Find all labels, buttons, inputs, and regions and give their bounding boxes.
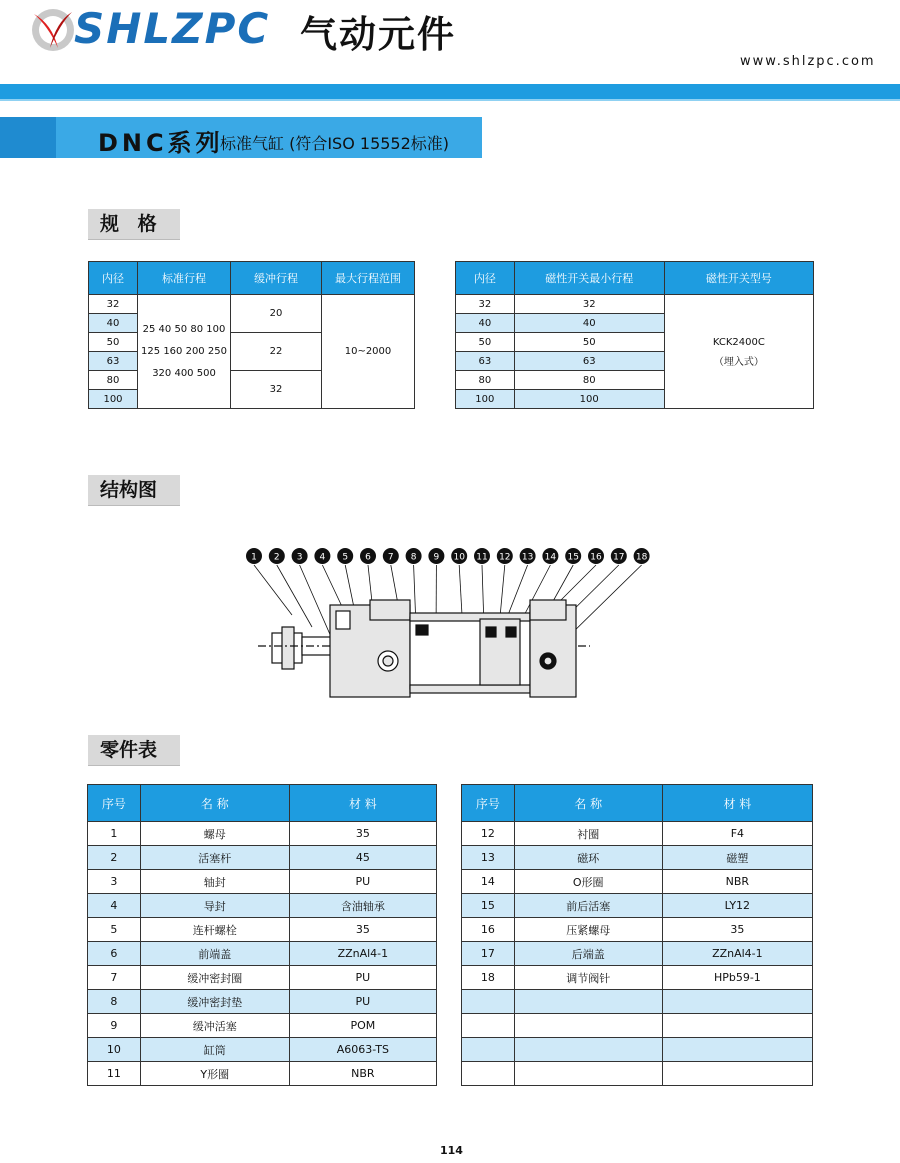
parts-right-body	[462, 822, 813, 1086]
callout-number: 17	[613, 552, 625, 563]
callout-leader-line	[566, 565, 642, 639]
switch-header-model: 磁性开关型号	[664, 262, 813, 295]
part-material-cell: 45	[289, 846, 436, 870]
part-name-cell: 磁环	[514, 846, 662, 870]
switch-bore-cell: 80	[456, 371, 515, 390]
part-no-cell: 1	[88, 822, 141, 846]
part-no-cell	[462, 1062, 515, 1086]
callout-leader-line	[300, 565, 332, 639]
switch-header-bore: 内径	[456, 262, 515, 295]
part-name-cell: 轴封	[140, 870, 289, 894]
part-name-cell: 压紧螺母	[514, 918, 662, 942]
table-row	[88, 942, 437, 966]
part-no-cell: 12	[462, 822, 515, 846]
spec-stroke-line: 320 400 500	[152, 367, 216, 379]
callout-leader-line	[254, 565, 292, 615]
website-link[interactable]: www.shlzpc.com	[740, 54, 876, 69]
part-material-cell: LY12	[662, 894, 812, 918]
spec-max-range-cell: 10~2000	[322, 295, 415, 409]
part-no-cell: 10	[88, 1038, 141, 1062]
part-no-cell: 8	[88, 990, 141, 1014]
callout-number: 7	[387, 552, 394, 563]
part-no-cell	[462, 990, 515, 1014]
switch-bore-cell: 50	[456, 333, 515, 352]
callout-number: 16	[590, 552, 602, 563]
switch-bore-cell: 40	[456, 314, 515, 333]
switch-stroke-cell: 100	[514, 390, 664, 409]
part-no-cell: 7	[88, 966, 141, 990]
table-row	[462, 966, 813, 990]
part-material-cell: POM	[289, 1014, 436, 1038]
table-row	[88, 966, 437, 990]
part-name-cell: 缓冲密封圈	[140, 966, 289, 990]
part-name-cell: 调节阀针	[514, 966, 662, 990]
parts-table-right	[461, 784, 813, 1086]
callout-number: 12	[499, 552, 511, 563]
series-name: DNC系列	[98, 129, 224, 157]
part-no-cell: 5	[88, 918, 141, 942]
spec-header-stroke: 标准行程	[138, 262, 231, 295]
part-name-cell: O形圈	[514, 870, 662, 894]
spec-bore-cell: 100	[89, 390, 138, 409]
table-row	[462, 846, 813, 870]
part-material-cell: 35	[289, 918, 436, 942]
spec-stroke-line: 125 160 200 250	[141, 345, 227, 357]
spec-header-bore: 内径	[89, 262, 138, 295]
switch-stroke-cell: 40	[514, 314, 664, 333]
switch-stroke-cell: 63	[514, 352, 664, 371]
table-row	[88, 1038, 437, 1062]
callout-number: 9	[433, 552, 440, 563]
table-row	[88, 918, 437, 942]
callout-number: 14	[544, 552, 557, 563]
part-name-cell: 导封	[140, 894, 289, 918]
part-material-cell	[662, 1038, 812, 1062]
table-row	[88, 846, 437, 870]
switch-stroke-cell: 80	[514, 371, 664, 390]
part-material-cell	[662, 1014, 812, 1038]
part-no-cell: 15	[462, 894, 515, 918]
switch-stroke-cell: 50	[514, 333, 664, 352]
callout-number: 6	[365, 552, 371, 563]
part-material-cell: NBR	[289, 1062, 436, 1086]
part-no-cell: 13	[462, 846, 515, 870]
part-material-cell: ZZnAl4-1	[662, 942, 812, 966]
switch-model-cell	[664, 295, 813, 409]
section-structure-title: 结构图	[88, 475, 180, 506]
part-name-cell	[514, 1062, 662, 1086]
part-name-cell: Y形圈	[140, 1062, 289, 1086]
table-row	[462, 1038, 813, 1062]
part-material-cell: NBR	[662, 870, 812, 894]
part-no-cell: 16	[462, 918, 515, 942]
part-material-cell: 含油轴承	[289, 894, 436, 918]
table-row	[462, 870, 813, 894]
table-row	[462, 822, 813, 846]
part-name-cell: 连杆螺栓	[140, 918, 289, 942]
callout-number: 15	[567, 552, 579, 563]
part-name-cell: 缓冲密封垫	[140, 990, 289, 1014]
part-name-cell: 缸筒	[140, 1038, 289, 1062]
series-banner-tab	[0, 117, 56, 158]
callout-number: 2	[273, 552, 280, 563]
table-row	[88, 990, 437, 1014]
callout-number: 3	[296, 552, 303, 563]
spec-bore-cell: 63	[89, 352, 138, 371]
cylinder-structure-diagram	[240, 545, 660, 705]
part-material-cell: 磁塑	[662, 846, 812, 870]
catalog-title: 气动元件	[300, 13, 456, 56]
spec-bore-cell: 32	[89, 295, 138, 314]
part-material-cell	[662, 990, 812, 1014]
part-name-cell: 后端盖	[514, 942, 662, 966]
callout-number: 10	[453, 552, 465, 563]
part-material-cell: A6063-TS	[289, 1038, 436, 1062]
part-name-cell	[514, 1038, 662, 1062]
table-row	[462, 942, 813, 966]
brand-logo-icon	[28, 4, 78, 54]
header-bar-accent	[0, 99, 900, 101]
part-material-cell: ZZnAl4-1	[289, 942, 436, 966]
part-no-cell: 14	[462, 870, 515, 894]
part-no-cell: 17	[462, 942, 515, 966]
spec-cushion-cell: 20	[231, 295, 322, 333]
page-number: 114	[440, 1144, 463, 1157]
section-parts-title: 零件表	[88, 735, 180, 766]
parts-header-material: 材 料	[662, 785, 812, 822]
switch-model: KCK2400C	[712, 336, 765, 348]
part-material-cell: 35	[662, 918, 812, 942]
switch-table	[455, 261, 814, 409]
spec-bore-cell: 40	[89, 314, 138, 333]
table-row	[88, 870, 437, 894]
part-name-cell: 螺母	[140, 822, 289, 846]
series-description: 标准气缸 (符合ISO 15552标准)	[220, 134, 450, 153]
callout-number: 13	[521, 552, 534, 563]
table-row	[88, 894, 437, 918]
spec-bore-cell: 80	[89, 371, 138, 390]
table-row	[88, 1062, 437, 1086]
part-name-cell: 前端盖	[140, 942, 289, 966]
part-name-cell: 缓冲活塞	[140, 1014, 289, 1038]
callout-number: 4	[319, 552, 326, 563]
part-material-cell: PU	[289, 870, 436, 894]
spec-bore-cell: 50	[89, 333, 138, 352]
part-no-cell	[462, 1014, 515, 1038]
parts-table-left	[87, 784, 437, 1086]
table-row	[462, 918, 813, 942]
callout-number: 5	[342, 552, 349, 563]
part-material-cell: F4	[662, 822, 812, 846]
brand-name: SHLZPC	[74, 4, 271, 53]
part-name-cell	[514, 1014, 662, 1038]
part-no-cell: 9	[88, 1014, 141, 1038]
callout-number: 18	[635, 552, 648, 563]
callout-leader-line	[459, 565, 462, 615]
parts-header-name: 名 称	[514, 785, 662, 822]
spec-header-max: 最大行程范围	[322, 262, 415, 295]
part-no-cell: 2	[88, 846, 141, 870]
table-row	[462, 1062, 813, 1086]
spec-stroke-cell	[138, 295, 231, 409]
part-name-cell: 活塞杆	[140, 846, 289, 870]
spec-stroke-line: 25 40 50 80 100	[142, 323, 226, 335]
switch-header-min-stroke: 磁性开关最小行程	[514, 262, 664, 295]
spec-table	[88, 261, 415, 409]
switch-model-note: （埋入式）	[713, 356, 764, 368]
parts-header-no: 序号	[88, 785, 141, 822]
spec-header-cushion: 缓冲行程	[231, 262, 322, 295]
part-no-cell: 11	[88, 1062, 141, 1086]
spec-cushion-cell: 22	[231, 333, 322, 371]
callout-number: 8	[410, 552, 417, 563]
part-no-cell: 6	[88, 942, 141, 966]
parts-header-name: 名 称	[140, 785, 289, 822]
part-no-cell: 4	[88, 894, 141, 918]
part-name-cell	[514, 990, 662, 1014]
callout-number: 11	[476, 552, 488, 563]
parts-header-no: 序号	[462, 785, 515, 822]
section-spec-title: 规 格	[88, 209, 180, 240]
spec-cushion-cell: 32	[231, 371, 322, 409]
table-row	[462, 894, 813, 918]
callout-leader-line	[277, 565, 312, 627]
callout-number: 1	[251, 552, 257, 563]
callout-leader-line	[508, 565, 528, 615]
cylinder-drawing	[258, 600, 590, 697]
parts-header-material: 材 料	[289, 785, 436, 822]
part-material-cell: HPb59-1	[662, 966, 812, 990]
table-row	[88, 822, 437, 846]
switch-bore-cell: 32	[456, 295, 515, 314]
part-no-cell	[462, 1038, 515, 1062]
part-no-cell: 18	[462, 966, 515, 990]
part-material-cell: PU	[289, 966, 436, 990]
part-material-cell: PU	[289, 990, 436, 1014]
table-row	[88, 1014, 437, 1038]
part-no-cell: 3	[88, 870, 141, 894]
parts-left-body	[88, 822, 437, 1086]
part-material-cell: 35	[289, 822, 436, 846]
part-name-cell: 衬圈	[514, 822, 662, 846]
part-material-cell	[662, 1062, 812, 1086]
part-name-cell: 前后活塞	[514, 894, 662, 918]
switch-bore-cell: 100	[456, 390, 515, 409]
table-row	[462, 1014, 813, 1038]
header-bar	[0, 84, 900, 99]
switch-bore-cell: 63	[456, 352, 515, 371]
switch-stroke-cell: 32	[514, 295, 664, 314]
table-row	[462, 990, 813, 1014]
